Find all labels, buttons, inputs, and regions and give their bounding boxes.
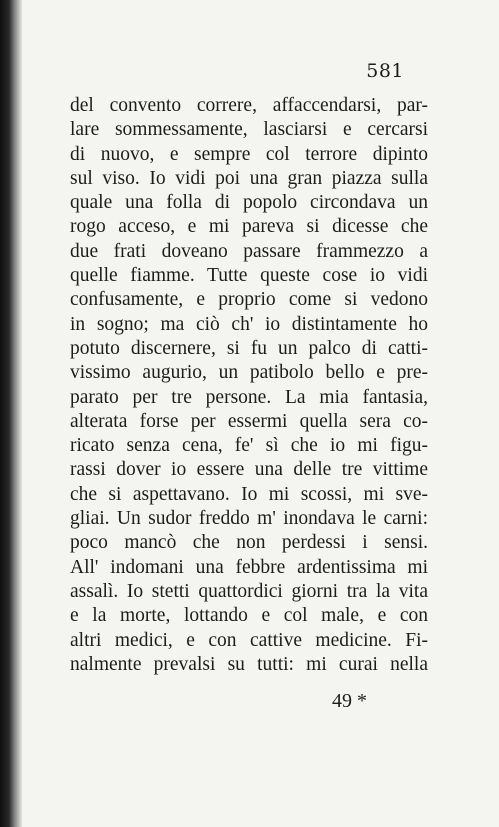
- text-line: alterata forse per essermi quella sera co-: [70, 410, 428, 432]
- text-line: altri medici, e con cattive medicine. Fi-: [70, 629, 428, 651]
- text-line: vissimo augurio, un patibolo bello e pre-: [70, 362, 428, 384]
- text-line: due frati doveano passare frammezzo a: [70, 240, 428, 262]
- text-line: che si aspettavano. Io mi scossi, mi sve-: [70, 483, 428, 505]
- text-line: lare sommessamente, lasciarsi e cercarsi: [70, 119, 428, 141]
- text-line: poco mancò che non perdessi i sensi.: [70, 532, 428, 554]
- text-line: All' indomani una febbre ardentissima mi: [70, 556, 428, 578]
- text-line: ricato senza cena, fe' sì che io mi figu-: [70, 435, 428, 457]
- text-line: gliai. Un sudor freddo m' inondava le carni:: [70, 508, 428, 530]
- text-line: in sogno; ma ciò ch' io distintamente ho: [70, 313, 428, 335]
- signature-mark: 49 *: [332, 690, 367, 712]
- text-line: confusamente, e proprio come si vedono: [70, 289, 428, 311]
- text-line: sul viso. Io vidi poi una gran piazza sulla: [70, 167, 428, 189]
- text-line: rogo acceso, e mi pareva si dicesse che: [70, 216, 428, 238]
- text-line: di nuovo, e sempre col terrore dipinto: [70, 143, 428, 165]
- text-line: quale una folla di popolo circondava un: [70, 192, 428, 214]
- text-line: e la morte, lottando e col male, e con: [70, 605, 428, 627]
- text-line: rassi dover io essere una delle tre vittime: [70, 459, 428, 481]
- text-line: parato per tre persone. La mia fantasia,: [70, 386, 428, 408]
- text-line: quelle fiamme. Tutte queste cose io vidi: [70, 265, 428, 287]
- text-line: nalmente prevalsi su tutti: mi curai nella: [70, 653, 428, 675]
- text-line: assalì. Io stetti quattordici giorni tra la vita: [70, 580, 428, 602]
- page-number: 581: [366, 60, 404, 82]
- body-text: [70, 94, 428, 677]
- text-line: del convento correre, affaccendarsi, par-: [70, 95, 428, 116]
- binding-shadow: [0, 0, 22, 827]
- text-line: potuto discernere, si fu un palco di catti-: [70, 337, 428, 359]
